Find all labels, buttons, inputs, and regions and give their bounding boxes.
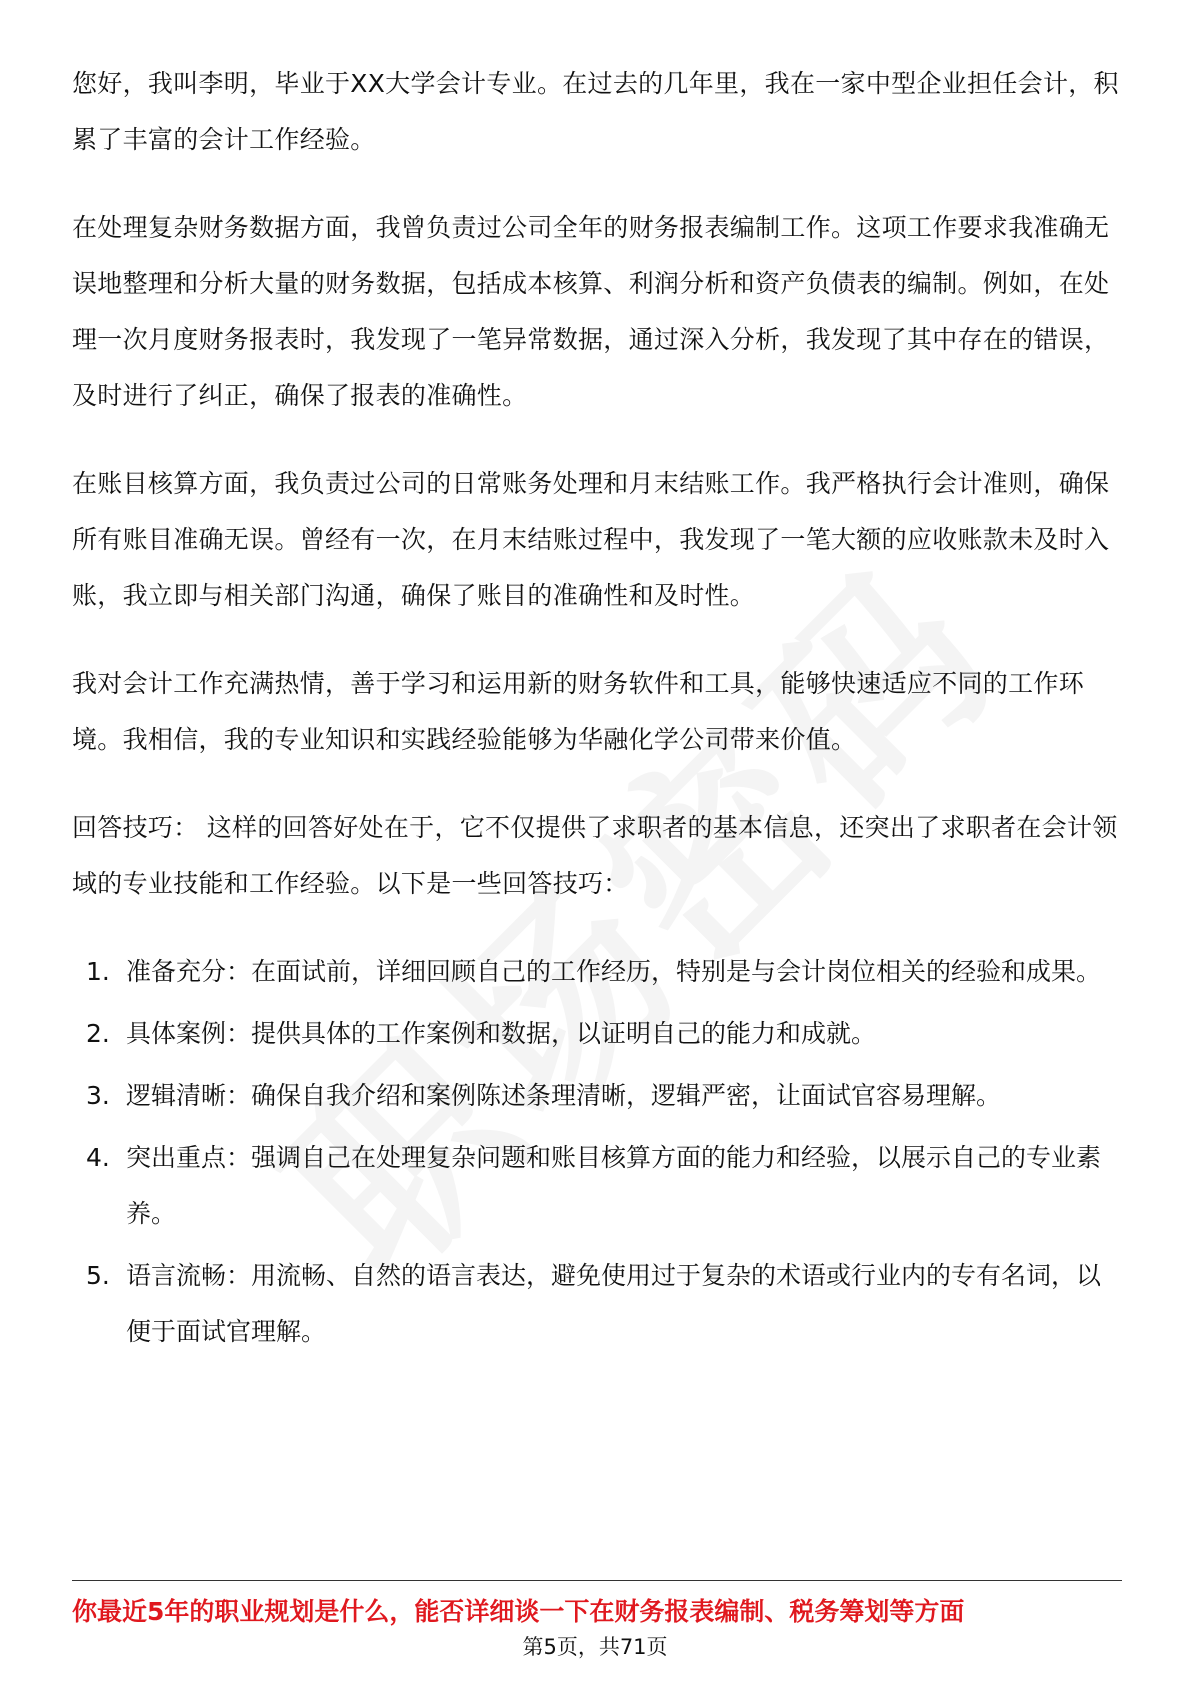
list-item-number: 3. — [86, 1081, 110, 1110]
tips-intro-paragraph: 回答技巧： 这样的回答好处在于，它不仅提供了求职者的基本信息，还突出了求职者在会计领域的专业技能和工作经验。以下是一些回答技巧： — [72, 813, 1118, 898]
tips-list — [72, 944, 1122, 1360]
list-item-number: 4. — [86, 1143, 110, 1172]
list-item — [72, 1130, 1122, 1242]
page-number: 第5页，共71页 — [522, 1635, 668, 1659]
list-item-text: 突出重点：强调自己在处理复杂问题和账目核算方面的能力和经验，以展示自己的专业素养。 — [126, 1143, 1102, 1228]
list-item-number: 5. — [86, 1261, 110, 1290]
list-item — [72, 1248, 1122, 1360]
list-item — [72, 944, 1122, 1000]
list-item-number: 2. — [86, 1019, 110, 1048]
next-question-heading: 你最近5年的职业规划是什么，能否详细谈一下在财务报表编制、税务筹划等方面 — [72, 1597, 965, 1626]
list-item-text: 具体案例：提供具体的工作案例和数据，以证明自己的能力和成就。 — [126, 1019, 877, 1048]
financial-data-paragraph: 在处理复杂财务数据方面，我曾负责过公司全年的财务报表编制工作。这项工作要求我准确无误地整理和分析大量的财务数据，包括成本核算、利润分析和资产负债表的编制。例如，在处理一次月度财务报表时，我发现了一笔异常数据，通过深入分析，我发现了其中存在的错误，及时进行了纠正，确保了报表的准确性。 — [72, 213, 1110, 410]
list-item-text: 准备充分：在面试前，详细回顾自己的工作经历，特别是与会计岗位相关的经验和成果。 — [126, 957, 1102, 986]
list-item-text: 语言流畅：用流畅、自然的语言表达，避免使用过于复杂的术语或行业内的专有名词，以便于面试官理解。 — [126, 1261, 1102, 1346]
answer-body — [72, 56, 1122, 1366]
list-item-text: 逻辑清晰：确保自我介绍和案例陈述条理清晰，逻辑严密，让面试官容易理解。 — [126, 1081, 1002, 1110]
accounting-paragraph: 在账目核算方面，我负责过公司的日常账务处理和月末结账工作。我严格执行会计准则，确保所有账目准确无误。曾经有一次，在月末结账过程中，我发现了一笔大额的应收账款未及时入账，我立即与相关部门沟通，确保了账目的准确性和及时性。 — [72, 469, 1110, 610]
intro-paragraph: 您好，我叫李明，毕业于XX大学会计专业。在过去的几年里，我在一家中型企业担任会计，积累了丰富的会计工作经验。 — [72, 69, 1119, 154]
section-divider — [72, 1580, 1122, 1581]
passion-paragraph: 我对会计工作充满热情，善于学习和运用新的财务软件和工具，能够快速适应不同的工作环境。我相信，我的专业知识和实践经验能够为华融化学公司带来价值。 — [72, 669, 1085, 754]
list-item — [72, 1068, 1122, 1124]
list-item-number: 1. — [86, 957, 110, 986]
list-item — [72, 1006, 1122, 1062]
